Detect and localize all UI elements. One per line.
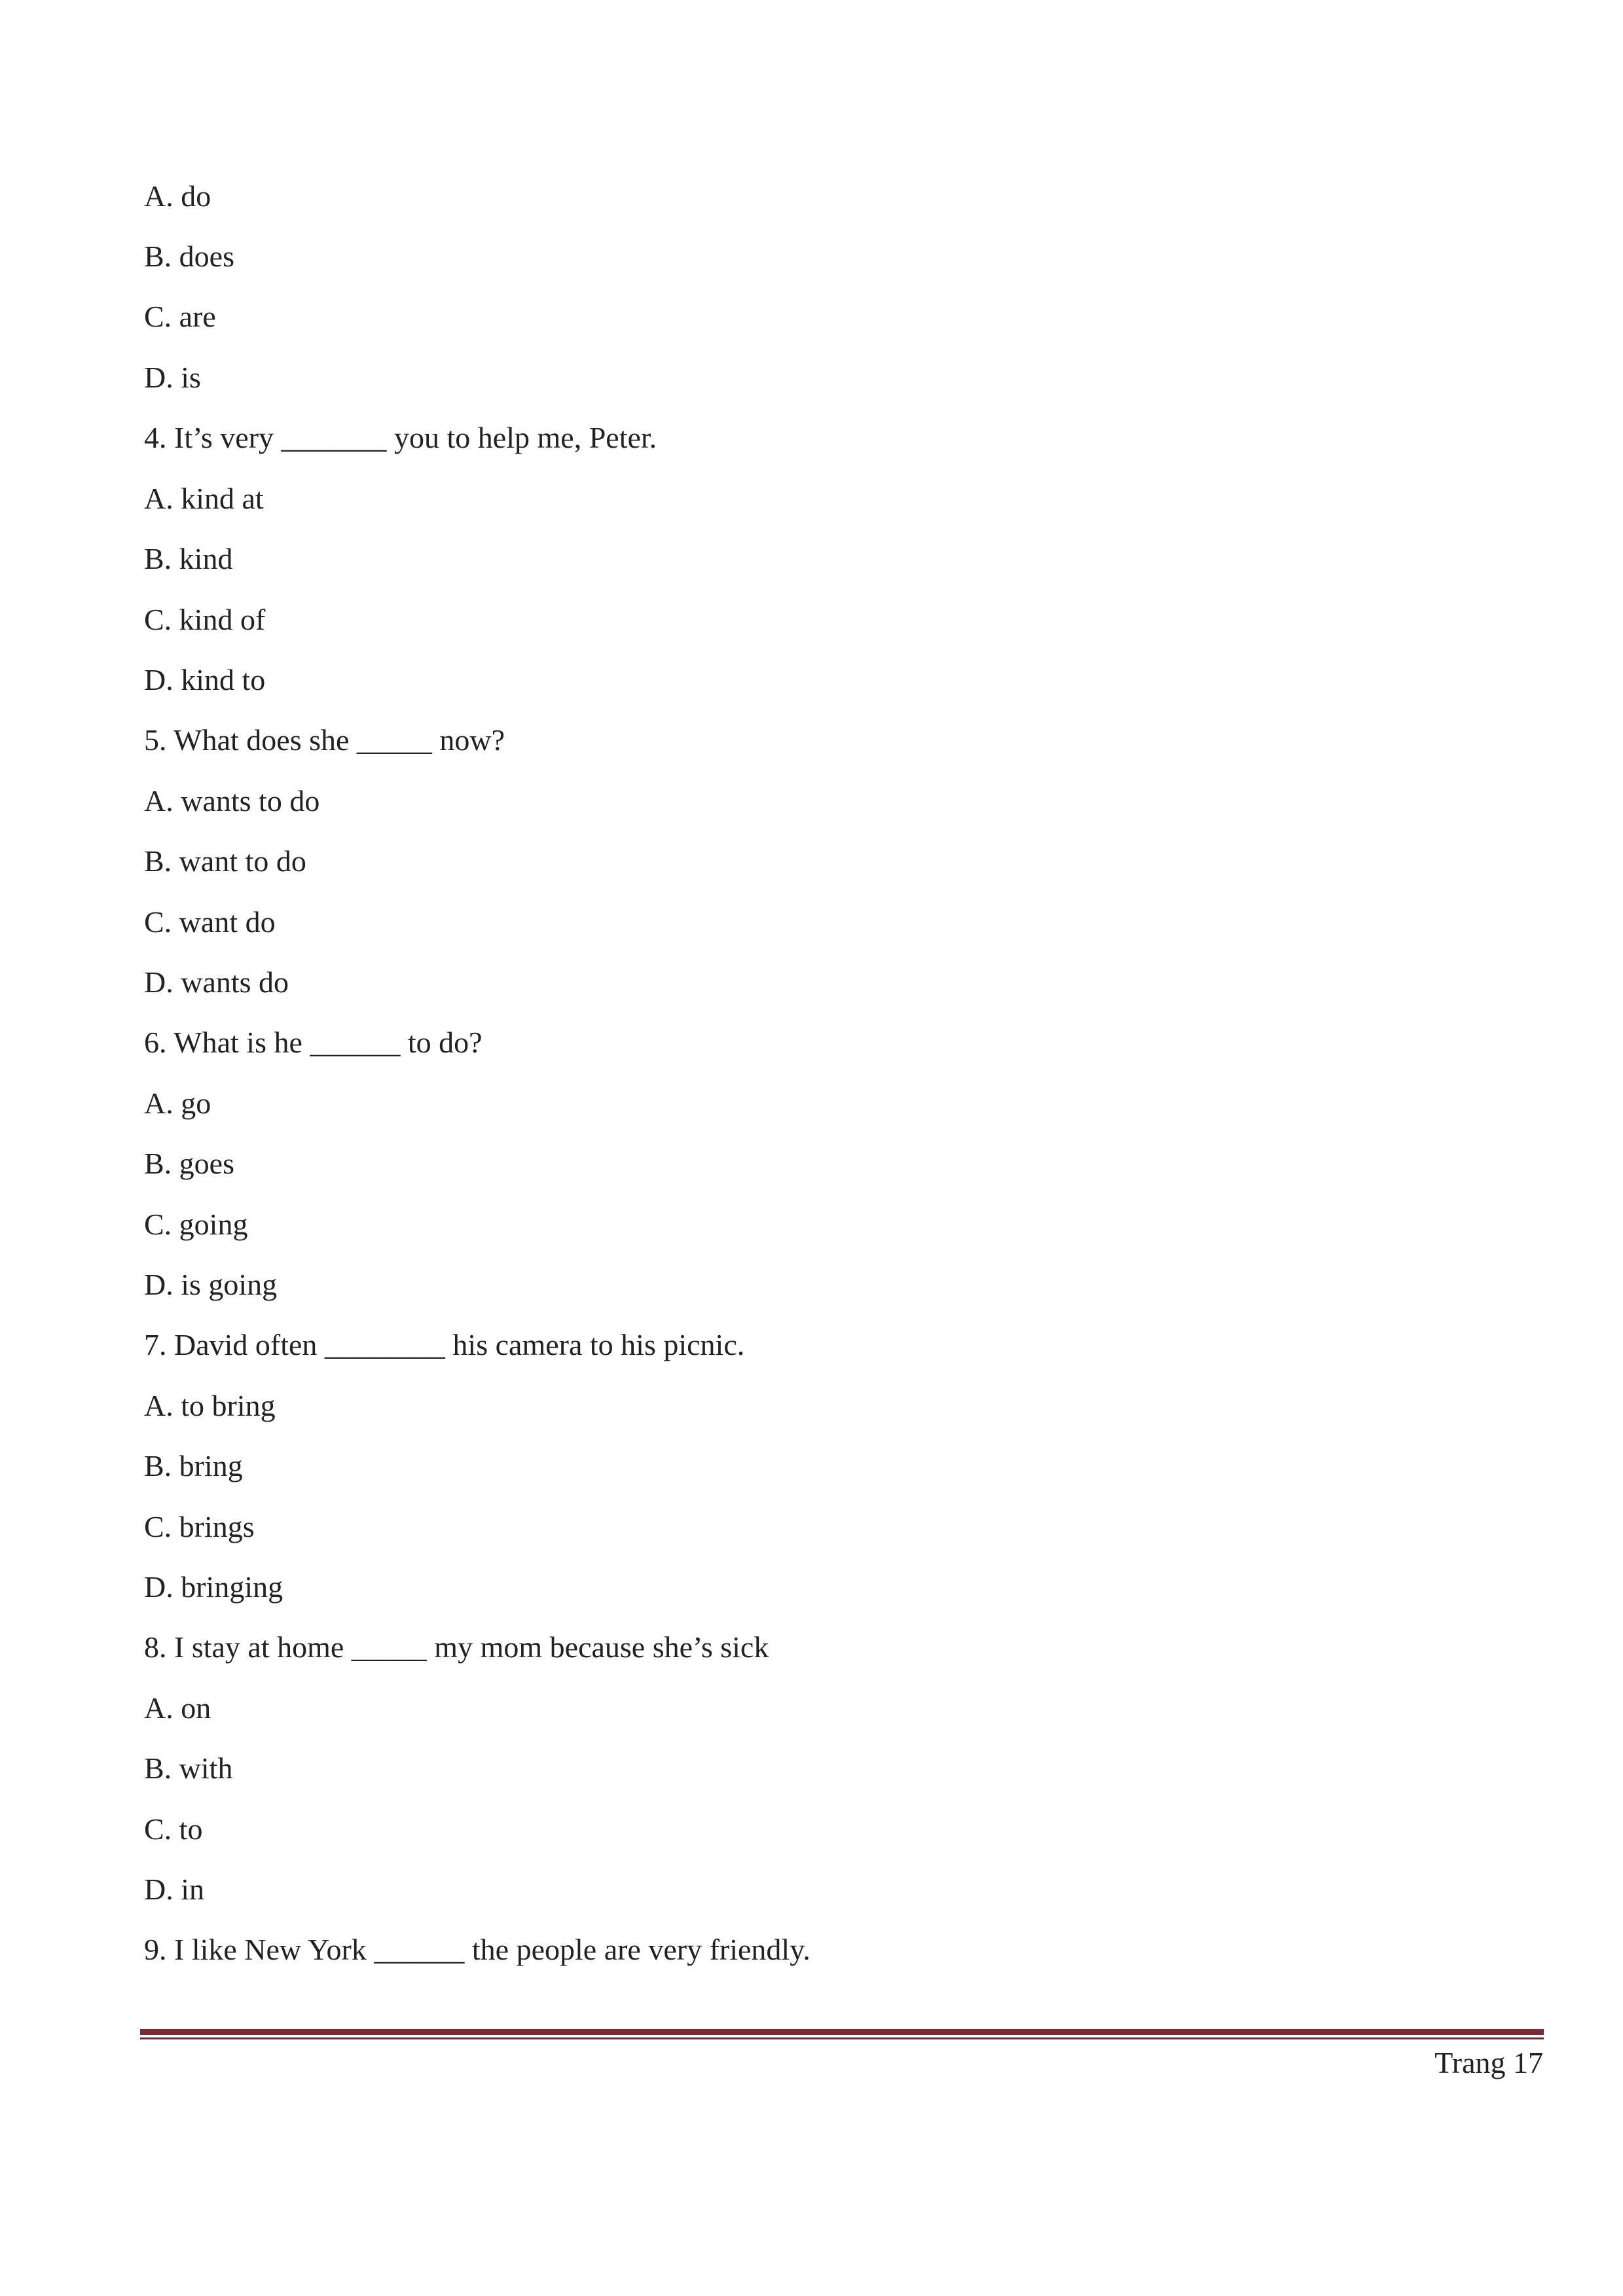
option-line: D. is xyxy=(144,361,201,394)
option-line: D. kind to xyxy=(144,663,266,696)
page-number: Trang 17 xyxy=(1434,2046,1543,2079)
option-line: C. want do xyxy=(144,905,276,939)
option-line: B. bring xyxy=(144,1449,243,1482)
question-line: 5. What does she _____ now? xyxy=(144,723,505,757)
option-line: C. kind of xyxy=(144,603,266,636)
question-line: 9. I like New York ______ the people are very friendly. xyxy=(144,1933,811,1966)
option-line: D. in xyxy=(144,1873,204,1906)
option-line: B. want to do xyxy=(144,844,306,878)
option-line: A. do xyxy=(144,179,211,213)
option-line: D. bringing xyxy=(144,1570,283,1604)
option-line: C. brings xyxy=(144,1510,255,1543)
question-line: 4. It’s very _______ you to help me, Peter. xyxy=(144,421,657,454)
footer-rule-thin xyxy=(140,2037,1544,2039)
option-line: A. wants to do xyxy=(144,784,320,817)
option-line: C. to xyxy=(144,1812,203,1846)
option-line: A. kind at xyxy=(144,482,264,515)
question-line: 7. David often ________ his camera to his picnic. xyxy=(144,1328,745,1361)
question-line: 6. What is he ______ to do? xyxy=(144,1026,483,1059)
option-line: B. does xyxy=(144,240,234,273)
option-line: B. goes xyxy=(144,1147,234,1180)
question-line: 8. I stay at home _____ my mom because she’s sick xyxy=(144,1630,769,1664)
option-line: A. to bring xyxy=(144,1389,276,1422)
option-line: C. going xyxy=(144,1208,248,1241)
option-line: D. is going xyxy=(144,1268,278,1301)
option-line: C. are xyxy=(144,300,216,333)
option-line: B. with xyxy=(144,1751,233,1785)
option-line: A. on xyxy=(144,1691,211,1725)
option-line: B. kind xyxy=(144,542,233,575)
option-line: A. go xyxy=(144,1086,211,1120)
footer-rule-thick xyxy=(140,2029,1544,2035)
option-line: D. wants do xyxy=(144,965,289,999)
